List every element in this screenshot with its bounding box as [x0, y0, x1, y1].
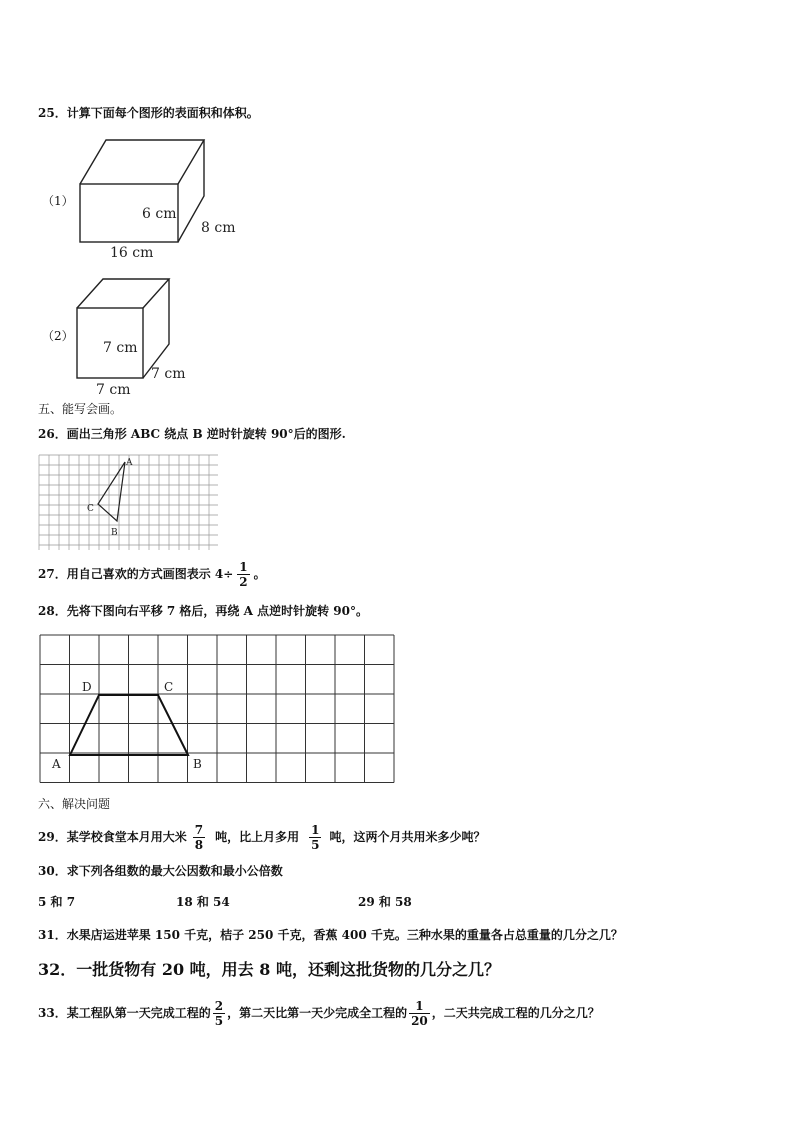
q27-fraction — [237, 560, 249, 589]
q29-fraction-1 — [193, 823, 205, 852]
q30-pair-3: 29 和 58 — [358, 895, 412, 909]
q27-line — [38, 558, 266, 590]
q25-text: 25．计算下面每个图形的表面积和体积。 — [38, 106, 259, 120]
q27-frac-den: 2 — [239, 575, 248, 589]
q29-frac1-num: 7 — [194, 823, 204, 837]
q33-frac2-den: 20 — [411, 1014, 428, 1028]
q33-text-1: 33．某工程队第一天完成工程的 — [38, 1006, 211, 1020]
q26-label-a: A — [126, 458, 133, 468]
cuboid-figure — [70, 132, 250, 262]
q28-label-d: D — [82, 680, 92, 694]
q33-line — [38, 994, 600, 1032]
q28-label-b: B — [193, 757, 202, 771]
q25-part2-label: （2） — [42, 329, 74, 343]
q29-text-3: 吨，这两个月共用米多少吨？ — [329, 830, 486, 844]
q29-text-2: 吨，比上月多用 — [215, 830, 300, 844]
q29-line — [38, 818, 485, 856]
q27-frac-num: 1 — [239, 560, 248, 574]
section-5-heading: 五、能写会画。 — [38, 402, 123, 416]
cube-depth-label: 7 cm — [151, 366, 186, 382]
triangle-abc — [98, 462, 125, 521]
q33-frac1-num: 2 — [214, 999, 224, 1013]
q28-label-a: A — [52, 757, 61, 771]
q28-grid — [38, 634, 396, 788]
cube-height-label: 7 cm — [103, 340, 138, 356]
q33-fraction-1 — [213, 999, 225, 1028]
q33-fraction-2 — [409, 999, 430, 1028]
cuboid-depth-label: 8 cm — [201, 220, 236, 236]
q29-text-1: 29．某学校食堂本月用大米 — [38, 830, 187, 844]
q26-grid — [38, 454, 218, 551]
q32-text: 32．一批货物有 20 吨，用去 8 吨，还剩这批货物的几分之几？ — [38, 960, 500, 979]
q29-fraction-2 — [309, 823, 321, 852]
q30-pair-1: 5 和 7 — [38, 895, 76, 909]
q29-frac1-den: 8 — [194, 838, 204, 852]
cube-length-label: 7 cm — [96, 382, 131, 398]
cube-figure — [70, 272, 190, 398]
q26-text: 26．画出三角形 ABC 绕点 B 逆时针旋转 90°后的图形. — [38, 427, 346, 441]
cuboid-height-label: 6 cm — [142, 206, 177, 222]
section-6-heading: 六、解决问题 — [38, 797, 111, 811]
q33-frac2-num: 1 — [415, 999, 424, 1013]
q28-label-c: C — [164, 680, 174, 694]
q27-text-end: 。 — [253, 567, 266, 581]
q25-part1-label: （1） — [42, 194, 74, 208]
q26-label-b: B — [111, 528, 118, 538]
cuboid-length-label: 16 cm — [110, 245, 154, 261]
q30-pair-2: 18 和 54 — [176, 895, 230, 909]
q33-frac1-den: 5 — [214, 1014, 224, 1028]
q29-frac2-num: 1 — [311, 823, 320, 837]
q29-frac2-den: 5 — [311, 838, 320, 852]
q31-text: 31．水果店运进苹果 150 千克，桔子 250 千克，香蕉 400 千克。三种水果的重量各占总重量的几分之几？ — [38, 928, 623, 942]
q28-text: 28．先将下图向右平移 7 格后，再绕 A 点逆时针旋转 90°。 — [38, 604, 368, 618]
q26-label-c: C — [87, 504, 94, 514]
q33-text-3: ，二天共完成工程的几分之几？ — [431, 1006, 600, 1020]
q27-text: 27．用自己喜欢的方式画图表示 4÷ — [38, 567, 234, 581]
q30-text: 30．求下列各组数的最大公因数和最小公倍数 — [38, 864, 283, 878]
q33-text-2: ，第二天比第一天少完成全工程的 — [227, 1006, 408, 1020]
